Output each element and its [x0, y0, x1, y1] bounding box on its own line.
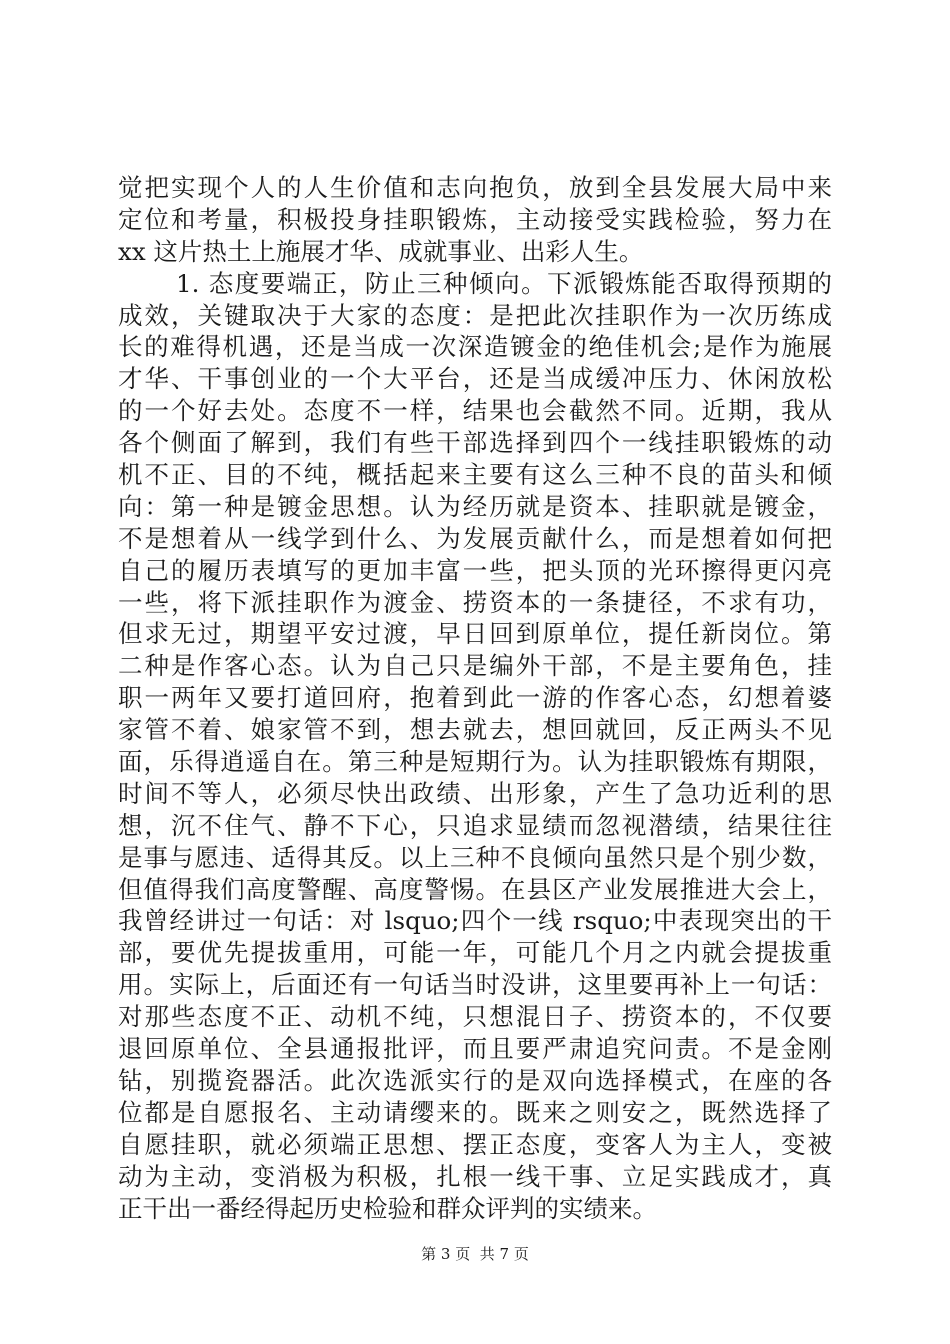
text-line: 用。实际上，后面还有一句话当时没讲，这里要再补上一句话： [118, 970, 832, 1000]
text-line: 动为主动，变消极为积极，扎根一线干事、立足实践成才，真 [118, 1161, 832, 1191]
text-line: 但值得我们高度警醒、高度警惕。在县区产业发展推进大会上， [118, 874, 832, 904]
text-line: 退回原单位、全县通报批评，而且要严肃追究问责。不是金刚 [118, 1034, 832, 1064]
text-line: 机不正、目的不纯，概括起来主要有这么三种不良的苗头和倾 [118, 460, 832, 490]
text-line: 二种是作客心态。认为自己只是编外干部，不是主要角色，挂 [118, 651, 832, 681]
text-line: 面，乐得逍遥自在。第三种是短期行为。认为挂职锻炼有期限， [118, 747, 832, 777]
page-footer [0, 1244, 950, 1264]
text-line: 长的难得机遇，还是当成一次深造镀金的绝佳机会;是作为施展 [118, 332, 832, 362]
text-line: 位都是自愿报名、主动请缨来的。既来之则安之，既然选择了 [118, 1097, 832, 1127]
text-line: 觉把实现个人的人生价值和志向抱负，放到全县发展大局中来 [118, 173, 832, 202]
text-line: 各个侧面了解到，我们有些干部选择到四个一线挂职锻炼的动 [118, 428, 832, 458]
page-number-label: 第 3 页 共 7 页 [421, 1245, 529, 1263]
text-line: 才华、干事创业的一个大平台，还是当成缓冲压力、休闲放松 [118, 364, 832, 394]
text-line: 1. 态度要端正，防止三种倾向。下派锻炼能否取得预期的 [176, 268, 832, 298]
text-line: 自己的履历表填写的更加丰富一些，把头顶的光环擦得更闪亮 [118, 555, 832, 585]
text-line: 钻，别揽瓷器活。此次选派实行的是双向选择模式，在座的各 [118, 1065, 832, 1095]
text-line: 家管不着、娘家管不到，想去就去，想回就回，反正两头不见 [118, 715, 832, 745]
text-line: 想，沉不住气、静不下心，只追求显绩而忽视潜绩，结果往往 [118, 810, 832, 840]
text-line: 向：第一种是镀金思想。认为经历就是资本、挂职就是镀金， [118, 491, 832, 521]
text-line: 我曾经讲过一句话：对 lsquo;四个一线 rsquo;中表现突出的干 [118, 906, 832, 936]
text-line: 正干出一番经得起历史检验和群众评判的实绩来。 [118, 1193, 657, 1223]
text-line: 部，要优先提拔重用，可能一年，可能几个月之内就会提拔重 [118, 938, 832, 968]
text-line: 不是想着从一线学到什么、为发展贡献什么，而是想着如何把 [118, 523, 832, 553]
text-line: 是事与愿违、适得其反。以上三种不良倾向虽然只是个别少数， [118, 842, 832, 872]
text-line: 但求无过，期望平安过渡，早日回到原单位，提任新岗位。第 [118, 619, 832, 649]
text-line: xx 这片热土上施展才华、成就事业、出彩人生。 [118, 236, 644, 266]
text-line: 时间不等人，必须尽快出政绩、出形象，产生了急功近利的思 [118, 778, 832, 808]
text-line: 对那些态度不正、动机不纯，只想混日子、捞资本的，不仅要 [118, 1002, 832, 1032]
text-line: 定位和考量，积极投身挂职锻炼，主动接受实践检验，努力在 [118, 204, 832, 234]
text-line: 一些，将下派挂职作为渡金、捞资本的一条捷径，不求有功， [118, 587, 832, 617]
text-line: 的一个好去处。态度不一样，结果也会截然不同。近期，我从 [118, 396, 832, 426]
text-line: 自愿挂职，就必须端正思想、摆正态度，变客人为主人，变被 [118, 1129, 832, 1159]
text-line: 成效，关键取决于大家的态度：是把此次挂职作为一次历练成 [118, 300, 832, 330]
text-line: 职一两年又要打道回府，抱着到此一游的作客心态，幻想着婆 [118, 683, 832, 713]
document-body [118, 172, 832, 1224]
